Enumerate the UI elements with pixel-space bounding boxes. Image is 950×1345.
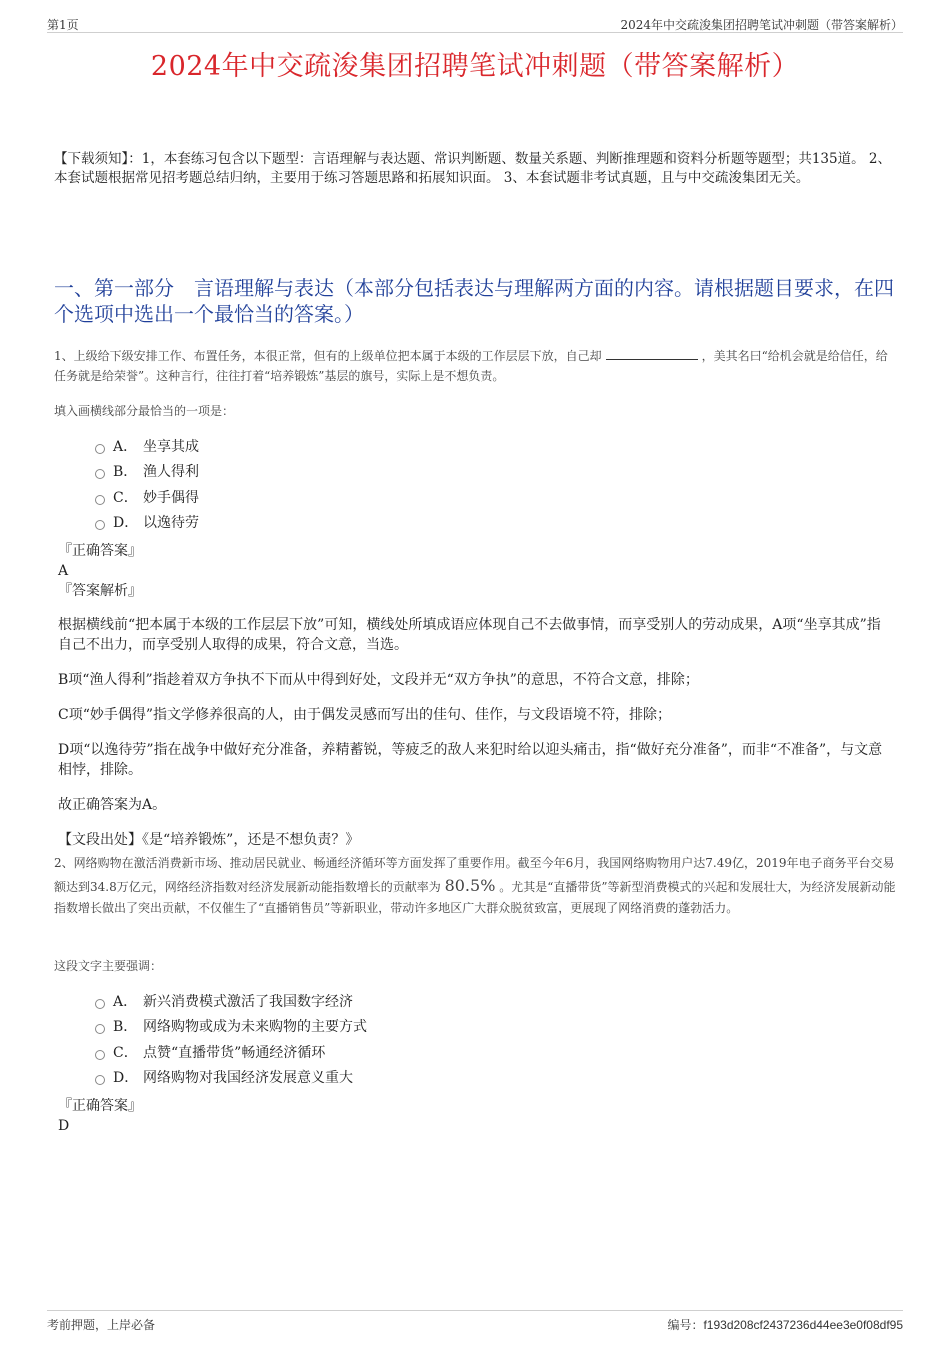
- radio-icon[interactable]: [95, 1075, 105, 1085]
- option-d[interactable]: [95, 1065, 367, 1091]
- source-citation: 【文段出处】《是“培养锻炼”，还是不想负责？》: [58, 832, 360, 848]
- radio-icon[interactable]: [95, 469, 105, 479]
- option-b[interactable]: [95, 459, 199, 485]
- page-footer: [47, 1310, 903, 1332]
- analysis-paragraph: C项“妙手偶得”指文学修养很高的人，由于偶发灵感而写出的佳句、佳作，与文段语境不符，排除；: [58, 707, 672, 723]
- page-header: [47, 14, 903, 33]
- question-1-prompt: 填入画横线部分最恰当的一项是：: [54, 404, 235, 418]
- answer-label: 『正确答案』: [58, 543, 142, 559]
- download-notice: 【下载须知】：1，本套练习包含以下题型：言语理解与表达题、常识判断题、数量关系题、判断推理题和资料分析题等题型；共135道。 2、本套试题根据常见招考题总结归纳，主要用于练习答题思路和拓展知识面。 3、本套试题非考试真题，且与中交疏浚集团无关。: [54, 151, 891, 186]
- question-2-text-before: 2、网络购物在激活消费新市场、推动居民就业、畅通经济循环等方面发挥了重要作用。截至今年6月，我国网络购物用户达7.49亿，2019年电子商务平台交易额达到34.8万亿元，网络经济指数对经济发展新动能指数增长的贡献率为: [54, 856, 895, 894]
- answer-value: A: [58, 563, 69, 579]
- option-text: 以逸待劳: [143, 515, 199, 532]
- option-text: 妙手偶得: [143, 489, 199, 506]
- question-2-text-after: 。尤其是“直播带货”等新型消费模式的兴起和发展壮大，为经济发展新动能指数增长做出了突出贡献，不仅催生了“直播销售员”等新职业，带动许多地区广大群众脱贫致富，更展现了网络消费的蓬勃活力。: [54, 879, 896, 915]
- radio-icon[interactable]: [95, 1050, 105, 1060]
- footer-slogan: 考前押题，上岸必备: [47, 1318, 156, 1332]
- answer-label: 『正确答案』: [58, 1098, 142, 1114]
- section-heading: 一、第一部分 言语理解与表达（本部分包括表达与理解两方面的内容。请根据题目要求，在四个选项中选出一个最恰当的答案。）: [54, 276, 894, 326]
- option-text: 网络购物对我国经济发展意义重大: [143, 1070, 353, 1087]
- page-number: 第1页: [47, 18, 79, 32]
- option-c[interactable]: [95, 1039, 367, 1065]
- option-letter: A．: [113, 993, 138, 1010]
- option-a[interactable]: [95, 988, 367, 1014]
- answer-value: D: [58, 1118, 70, 1134]
- question-1-text: [54, 346, 899, 386]
- option-text: 网络购物或成为未来购物的主要方式: [143, 1019, 367, 1036]
- analysis-paragraph: 故正确答案为A。: [58, 797, 167, 813]
- document-title: 2024年中交疏浚集团招聘笔试冲刺题（带答案解析）: [150, 51, 800, 82]
- contribution-rate: 80.5%: [444, 875, 496, 895]
- footer-code-label: 编号：: [667, 1318, 704, 1332]
- radio-icon[interactable]: [95, 444, 105, 454]
- radio-icon[interactable]: [95, 495, 105, 505]
- question-1-analysis: [58, 615, 890, 865]
- question-2-options: [95, 988, 367, 1090]
- fill-blank: [606, 347, 698, 360]
- option-c[interactable]: [95, 484, 199, 510]
- analysis-paragraph: 根据横线前“把本属于本级的工作层层下放”可知，横线处所填成语应体现自己不去做事情，而享受别人的劳动成果，A项“坐享其成”指自己不出力，而享受别人取得的成果，符合文意，当选。: [58, 617, 881, 653]
- footer-code-value: f193d208cf2437236d44ee3e0f08df95: [703, 1318, 903, 1332]
- analysis-label: 『答案解析』: [58, 583, 142, 599]
- question-1-text-after: ，美其名曰“给机会就是给信任，给任务就是给荣誉”。这种言行，往往打着“培养锻炼”基层的旗号，实际上是不想负责。: [54, 349, 888, 383]
- radio-icon[interactable]: [95, 520, 105, 530]
- option-d[interactable]: [95, 510, 199, 536]
- question-1-text-before: 1、上级给下级安排工作、布置任务，本很正常，但有的上级单位把本属于本级的工作层层下放，自己却: [54, 349, 602, 363]
- option-letter: C．: [113, 489, 138, 506]
- option-letter: B．: [113, 464, 138, 481]
- question-2-text: [54, 853, 899, 920]
- option-letter: B．: [113, 1019, 138, 1036]
- analysis-paragraph: B项“渔人得利”指趁着双方争执不下而从中得到好处，文段并无“双方争执”的意思，不符合文意，排除；: [58, 672, 699, 688]
- header-doc-title: 2024年中交疏浚集团招聘笔试冲刺题（带答案解析）: [620, 18, 903, 32]
- radio-icon[interactable]: [95, 1024, 105, 1034]
- option-text: 点赞“直播带货”畅通经济循环: [143, 1044, 326, 1061]
- option-a[interactable]: [95, 433, 199, 459]
- question-1-options: [95, 433, 199, 535]
- question-2-prompt: 这段文字主要强调：: [54, 959, 163, 973]
- radio-icon[interactable]: [95, 999, 105, 1009]
- option-text: 渔人得利: [143, 464, 199, 481]
- question-2-answer-block: [58, 1096, 142, 1136]
- footer-code: [667, 1316, 903, 1333]
- option-letter: C．: [113, 1044, 138, 1061]
- option-b[interactable]: [95, 1014, 367, 1040]
- option-text: 坐享其成: [143, 438, 199, 455]
- option-letter: D．: [113, 1070, 139, 1087]
- option-text: 新兴消费模式激活了我国数字经济: [143, 993, 353, 1010]
- analysis-paragraph: D项“以逸待劳”指在战争中做好充分准备，养精蓄锐，等疲乏的敌人来犯时给以迎头痛击，指“做好充分准备”，而非“不准备”，与文意相悖，排除。: [58, 742, 883, 778]
- option-letter: A．: [113, 438, 138, 455]
- question-1-answer-block: [58, 541, 142, 601]
- option-letter: D．: [113, 515, 139, 532]
